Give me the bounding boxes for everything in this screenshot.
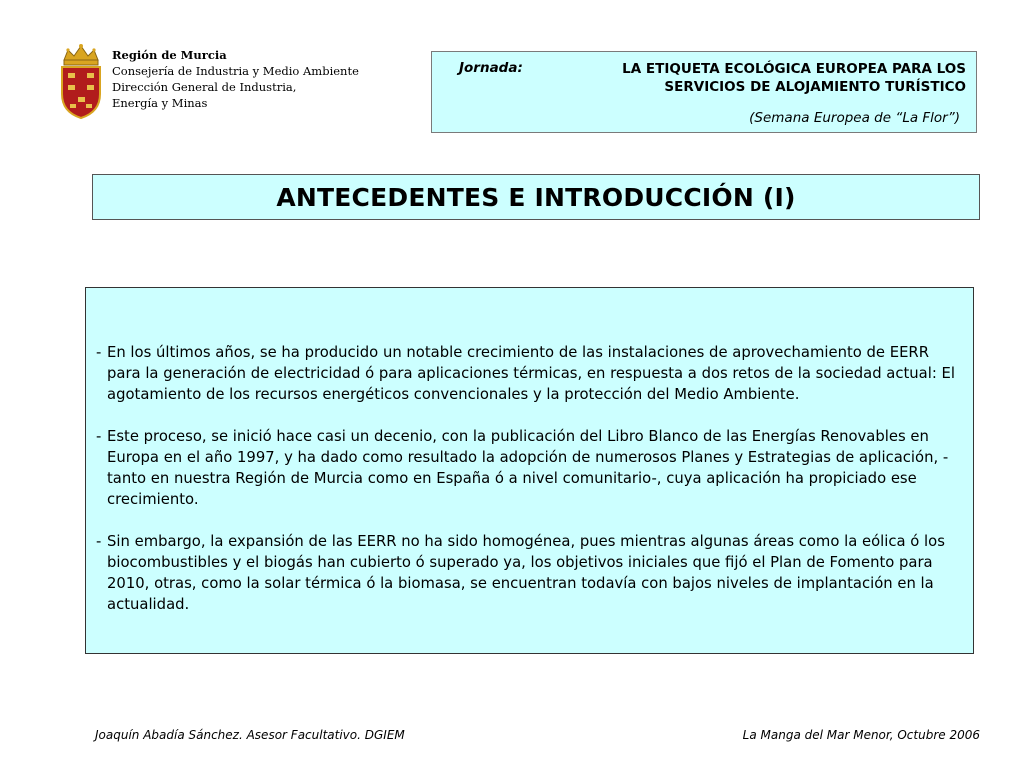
org-line: Consejería de Industria y Medio Ambiente	[112, 64, 359, 78]
event-title	[566, 60, 966, 96]
event-title-line: SERVICIOS DE ALOJAMIENTO TURÍSTICO	[664, 79, 966, 95]
bullet-text: Sin embargo, la expansión de las EERR no ha sido homogénea, pues mientras algunas áreas como la eólica ó los biocombustibles y el biogás han cubierto ó superado ya, los objetivos iniciales que fijó el Plan de Fomento para 2010, otras, como la solar térmica ó la biomasa, se encuentran todavía con bajos niveles de implantación en la actualidad.	[107, 533, 945, 613]
bullet-dash: -	[96, 428, 102, 445]
org-line: Energía y Minas	[112, 96, 208, 110]
bullet-text: Este proceso, se inició hace casi un decenio, con la publicación del Libro Blanco de las Energías Renovables en Europa en el año 1997, y ha dado como resultado la adopción de numerosos Planes y Estrategias de aplicación, -tanto en nuestra Región de Murcia como en España ó a nivel comunitario-, cuya aplicación ha propiciado ese crecimiento.	[107, 428, 949, 508]
bullet-item	[96, 342, 961, 405]
bullet-dash: -	[96, 533, 102, 550]
bullet-item	[96, 531, 961, 615]
bullet-text: En los últimos años, se ha producido un notable crecimiento de las instalaciones de aprovechamiento de EERR para la generación de electricidad ó para aplicaciones térmicas, en respuesta a dos retos de la sociedad actual: El agotamiento de los recursos energéticos convencionales y la protección del Medio Ambiente.	[107, 344, 956, 403]
organization-block	[112, 47, 359, 111]
bullet-item	[96, 426, 961, 510]
slide-title: ANTECEDENTES E INTRODUCCIÓN (I)	[276, 182, 796, 212]
content-box	[85, 287, 974, 654]
footer-place-date: La Manga del Mar Menor, Octubre 2006	[742, 728, 980, 742]
region-murcia-coat-of-arms-icon	[58, 42, 104, 120]
footer-author: Joaquín Abadía Sánchez. Asesor Facultativo. DGIEM	[95, 728, 405, 742]
org-line: Dirección General de Industria,	[112, 80, 297, 94]
org-title: Región de Murcia	[112, 48, 227, 62]
slide-title-box	[92, 174, 980, 220]
bullet-list	[96, 342, 961, 636]
event-subtitle: (Semana Europea de “La Flor”)	[749, 110, 960, 126]
event-label: Jornada:	[459, 60, 523, 76]
bullet-dash: -	[96, 344, 102, 361]
event-title-line: LA ETIQUETA ECOLÓGICA EUROPEA PARA LOS	[622, 61, 966, 77]
event-box	[431, 51, 977, 133]
